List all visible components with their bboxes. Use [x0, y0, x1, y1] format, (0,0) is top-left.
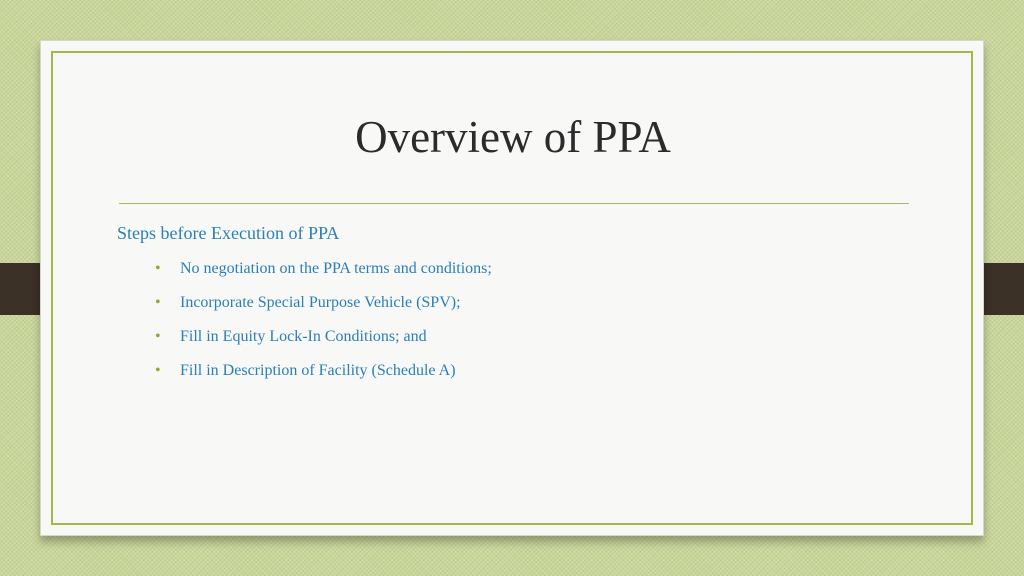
bullet-text: Fill in Description of Facility (Schedule A) — [180, 362, 456, 379]
title-divider — [119, 203, 909, 204]
slide-card — [40, 40, 984, 536]
bullet-text: Fill in Equity Lock-In Conditions; and — [180, 328, 427, 345]
bullet-item — [154, 360, 492, 394]
bullet-item — [154, 292, 492, 326]
bullet-dot-icon: • — [155, 328, 161, 345]
bullet-text: Incorporate Special Purpose Vehicle (SPV); — [180, 294, 461, 311]
bullet-list — [154, 258, 492, 394]
bullet-text: No negotiation on the PPA terms and conditions; — [180, 260, 492, 277]
slide-subtitle: Steps before Execution of PPA — [117, 223, 340, 243]
bullet-dot-icon: • — [155, 260, 161, 277]
slide-title: Overview of PPA — [355, 112, 671, 162]
bullet-item — [154, 258, 492, 292]
bullet-item — [154, 326, 492, 360]
bullet-dot-icon: • — [155, 362, 161, 379]
bullet-dot-icon: • — [155, 294, 161, 311]
